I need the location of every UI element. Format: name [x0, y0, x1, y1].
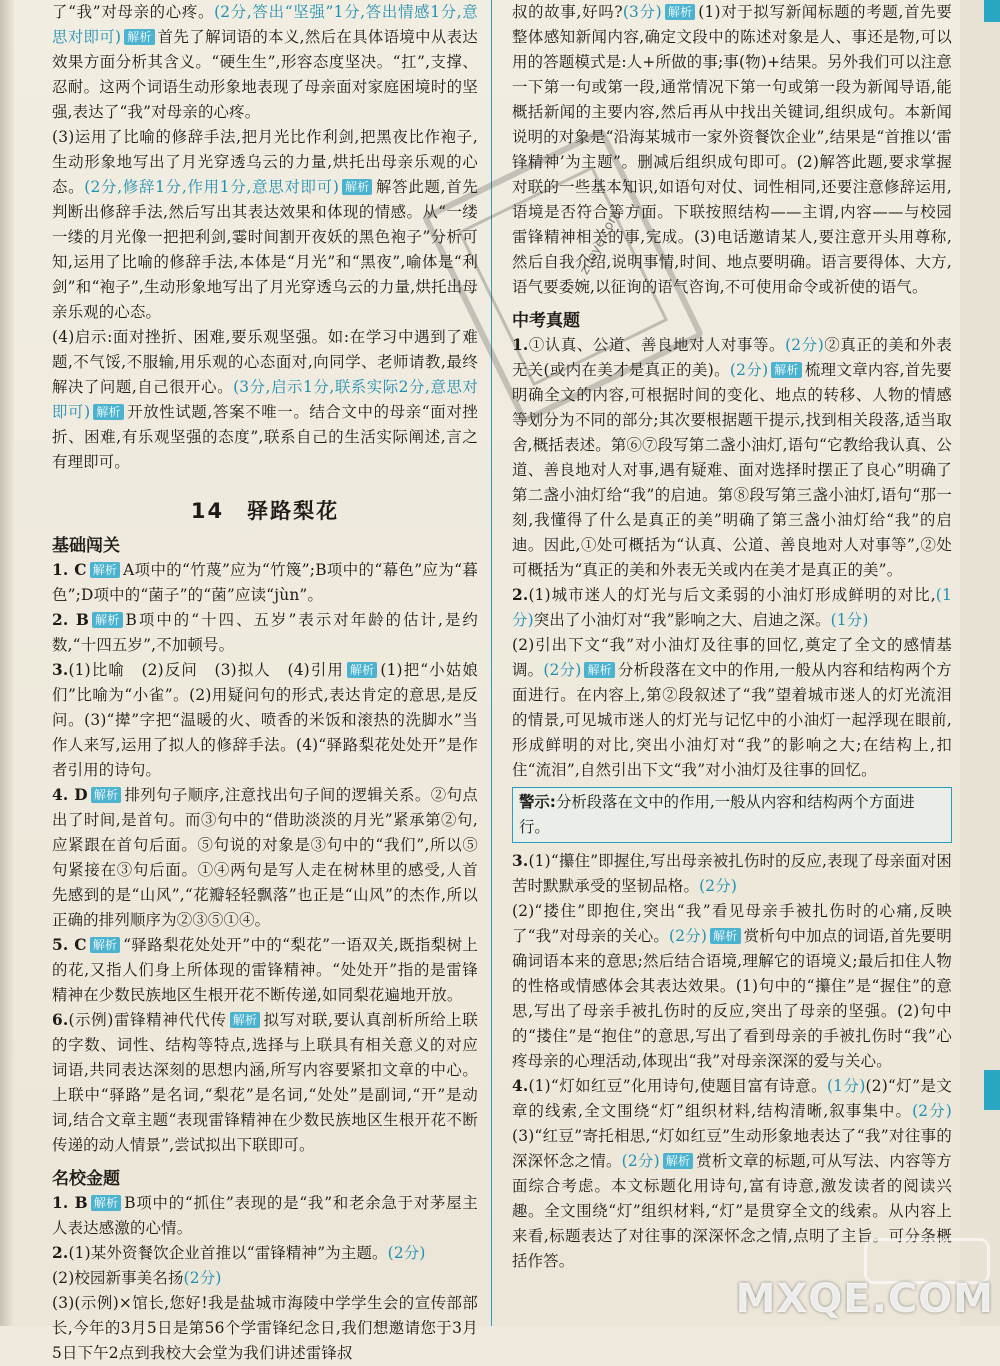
- score-note: (2分): [785, 336, 824, 354]
- question-answer: [52, 933, 478, 1008]
- analysis-tag: 解析: [584, 662, 614, 678]
- analysis-tag: 解析: [771, 362, 801, 378]
- question-answer: [52, 783, 478, 933]
- answer-number: 5. C: [52, 936, 87, 954]
- question-answer: [512, 849, 952, 899]
- question-answer: [52, 1191, 478, 1241]
- text-run: (1)“灯如红豆”化用诗句,使题目富有诗意。: [528, 1077, 827, 1095]
- score-note: (2分): [729, 361, 769, 379]
- warning-box: [512, 787, 952, 843]
- score-note: (2分): [669, 927, 708, 945]
- analysis-tag: 解析: [93, 404, 123, 420]
- text-run: (1)某外资餐饮企业首推以“雷锋精神”为主题。: [68, 1244, 388, 1262]
- text-run: (1)比喻 (2)反问 (3)拟人 (4)引用: [68, 661, 344, 679]
- question-answer: [512, 583, 952, 633]
- question-answer: [52, 608, 478, 658]
- text-run: B项中的“抓住”表现的是“我”和老余急于对茅屋主人表达感激的心情。: [52, 1194, 479, 1237]
- analysis-tag: 解析: [124, 29, 154, 45]
- answer-number: 2.: [52, 1244, 69, 1262]
- warning-text: 分析段落在文中的作用,一般从内容和结构两个方面进行。: [519, 793, 915, 836]
- text-run: (3)(示例)×馆长,您好!我是盐城市海陵中学学生会的宣传部部长,今年的3月5日是第56个学雷锋纪念日,我们想邀请您于3月5日下午2点到我校大会堂为我们讲述雷锋叔: [52, 1294, 478, 1362]
- score-note: (2分): [699, 877, 738, 895]
- text-run: ①认真、公道、善良地对人对事等。: [528, 336, 786, 354]
- text-run: “驿路梨花处处开”中的“梨花”一语双关,既指梨树上的花,又指人们身上所体现的雷锋精神。“处处开”指的是雷锋精神在少数民族地区生根开花不断传递,如同梨花遍地开放。: [52, 936, 478, 1004]
- text-run: 赏析文章的标题,可从写法、内容等方面综合考虑。本文标题化用诗句,富有诗意,激发读者的阅读兴趣。全文围绕“灯”组织材料,“灯”是贯穿全文的线索。从内容上来看,标题表达了对往事的深深怀念之情,点明了主旨。可分条概括作答。: [512, 1152, 952, 1270]
- text-run: (示例)雷锋精神代代传: [68, 1011, 227, 1029]
- analysis-tag: 解析: [91, 1195, 121, 1211]
- text-run: 分析段落在文中的作用,一般从内容和结构两个方面进行。在内容上,第②段叙述了“我”望着城市迷人的灯光流泪的情景,可见城市迷人的灯光与记忆中的小油灯一起浮现在眼前,形成鲜明的对比,突出小油灯对“我”的影响之大;在结构上,扣住“流泪”,自然引出下文“我”对小油灯及往事的回忆。: [512, 661, 952, 779]
- score-note: (1分): [830, 611, 869, 629]
- edge-tab-bottom: [984, 1070, 1000, 1110]
- analysis-tag: 解析: [665, 4, 695, 20]
- text-run: (3)“红豆”寄托相思,“灯如红豆”生动形象地表达了“我”对往事的深深怀念之情。: [512, 1127, 952, 1170]
- text-run: 叔的故事,好吗?: [512, 3, 623, 21]
- answer-number: 2.: [512, 586, 529, 604]
- question-answer: [512, 899, 952, 1074]
- question-answer: [52, 558, 478, 608]
- score-note: (2分,修辞1分,作用1分,意思对即可): [84, 178, 340, 196]
- text-run: (1)“攥住”即握住,写出母亲被扎伤时的反应,表现了母亲面对困苦时默默承受的坚韧品格。: [512, 852, 952, 895]
- section-heading: 名校金题: [52, 1169, 120, 1189]
- section-heading: 中考真题: [512, 311, 580, 331]
- answer-number: 3.: [52, 661, 69, 679]
- text-run: 拟写对联,要认真剖析所给上联的字数、词性、结构等特点,选择与上联具有相关意义的对应词语,共同表达深刻的思想内涵,所写内容要紧扣文章的中心。上联中“驿路”是名词,“梨花”是名词,“处处”是副词,“开”是动词,结合文章主题“表现雷锋精神在少数民族地区生根开花不断传递的动人情景”,尝试拟出下联即可。: [52, 1011, 478, 1154]
- answer-paragraph: [52, 325, 478, 475]
- text-run: 了“我”对母亲的心疼。: [52, 3, 215, 21]
- question-answer: [52, 1291, 478, 1366]
- text-run: (4)启示:面对挫折、困难,要乐观坚强。如:在学习中遇到了难题,不气馁,不服输,用乐观的心态面对,向同学、老师请教,最终解决了问题,自己很开心。: [52, 328, 478, 396]
- answer-number: 4.: [512, 1077, 529, 1095]
- answer-number: 3.: [512, 852, 529, 870]
- stamp-domain-text: zuoye.com: [577, 207, 624, 278]
- answer-paragraph: [52, 0, 478, 125]
- analysis-tag: 解析: [92, 612, 122, 628]
- score-note: (3分): [622, 3, 662, 21]
- score-note: (1分): [826, 1077, 866, 1095]
- section-heading: 基础闯关: [52, 536, 120, 556]
- text-run: (1)把“小姑娘们”比喻为“小雀”。(2)用疑问句的形式,表达肯定的意思,是反问。(3)“撵”字把“温暖的火、喷香的米饭和滚热的洗脚水”当作人来写,运用了拟人的修辞手法。(4)“驿路梨花处处开”是作者引用的诗句。: [52, 661, 478, 779]
- text-run: 开放性试题,答案不唯一。结合文中的母亲“面对挫折、困难,有乐观坚强的态度”,联系自己的生活实际阐述,言之有理即可。: [52, 403, 478, 471]
- text-run: (1)对于拟写新闻标题的考题,首先要整体感知新闻内容,确定文段中的陈述对象是人、事还是物,可以用的答题模式是:人+所做的事;事(物)+结果。另外我们可以注意一下第一句或第一段,通常情况下第一句或第一段为新闻导语,能概括新闻的主要内容,然后再从中找出关键词,组织成句。本新闻说明的对象是“沿海某城市一家外资餐饮企业”,结果是“首推以‘雷锋精神’为主题”。删减后组织成句即可。(2)解答此题,要求掌握对联的一些基本知识,如语句对仗、词性相同,还要注意修辞运用,语境是否符合等方面。下联按照结构——主谓,内容——与校园雷锋精神相关的事,完成。(3)电话邀请某人,要注意开头用尊称,然后自我介绍,说明事情,时间、地点要明确。语言要得体、大方,语气要委婉,以征询的语气咨询,不可使用命令或祈使的语气。: [512, 3, 953, 296]
- text-run: (2)校园新事美名扬: [52, 1269, 184, 1287]
- analysis-tag: 解析: [347, 662, 377, 678]
- text-run: A项中的“竹蔑”应为“竹篾”;B项中的“幕色”应为“暮色”;D项中的“菌子”的“菌”应读“jùn”。: [52, 561, 478, 604]
- text-run: 梳理文章内容,首先要明确全文的内容,可根据时间的变化、地点的转移、人物的情感等划分为不同的部分;其次要根据题干提示,找到相关段落,适当取舍,概括表述。第⑥⑦段写第二盏小油灯,语句“它教给我认真、公道、善良地对人对事,遇有疑难、面对选择时摆正了良心”明确了第二盏小油灯给“我”的启迪。第⑧段写第三盏小油灯,语句“那一刻,我懂得了什么是真正的美”明确了第三盏小油灯给“我”的启迪。因此,①处可概括为“认真、公道、善良地对人对事等”,②处可概括为“真正的美和外表无关或内在美才是真正的美”。: [512, 361, 952, 579]
- analysis-tag: 解析: [90, 562, 120, 578]
- text-run: 突出了小油灯对“我”影响之大、启迪之深。: [533, 611, 831, 629]
- answer-number: 1.: [512, 336, 529, 354]
- site-watermark: MXQE.COM: [735, 1276, 994, 1322]
- analysis-tag: 解析: [710, 928, 740, 944]
- text-run: 解答此题,首先判断出修辞手法,然后写出其表达效果和体现的情感。从“一缕一缕的月光像一把把利剑,霎时间割开夜妖的黑色袍子”分析可知,运用了比喻的修辞手法,本体是“月光”和“黑夜”,喻体是“利剑”和“袍子”,生动形象地写出了月光穿透乌云的力量,烘托出母亲乐观的心态。: [52, 178, 478, 321]
- text-run: (1)城市迷人的灯光与后文柔弱的小油灯形成鲜明的对比,: [528, 586, 936, 604]
- score-note: (3分,启示1分,联系实际2分,意思对即可): [52, 378, 479, 421]
- score-note: (2分,答出“坚强”1分,答出情感1分,意思对即可): [52, 3, 478, 46]
- answer-number: 1. B: [52, 1194, 88, 1212]
- text-run: (2)“搂住”即抱住,突出“我”看见母亲手被扎伤时的心痛,反映了“我”对母亲的关心。: [512, 902, 952, 945]
- question-answer: [52, 658, 478, 783]
- answer-paragraph: [52, 125, 478, 325]
- answer-number: 1. C: [52, 561, 87, 579]
- analysis-tag: 解析: [342, 179, 372, 195]
- analysis-tag: 解析: [663, 1153, 693, 1169]
- score-note: (2分): [183, 1269, 222, 1287]
- score-note: (2分): [387, 1244, 426, 1262]
- analysis-tag: 解析: [91, 787, 121, 803]
- text-run: 排列句子顺序,注意找出句子间的逻辑关系。②句点出了时间,是首句。而③句中的“借助淡淡的月光”紧承第②句,应紧跟在首句后面。⑤句说的对象是③句中的“我们”,所以⑤句紧接在③句后面。①④两句是写人走在树林里的感受,人首先感到的是“山风”,“花瓣轻轻飘落”也正是“山风”的杰作,所以正确的排列顺序为②③⑤①④。: [52, 786, 478, 929]
- answer-number: 4. D: [52, 786, 88, 804]
- text-run: 赏析句中加点的词语,首先要明确词语本来的意思;然后结合语境,理解它的语境义;最后扣住人物的性格或情感体会其表达效果。(1)句中的“攥住”是“握住”的意思,写出了母亲手被扎伤时的反应,突出了母亲的坚强。(2)句中的“搂住”是“抱住”的意思,写出了看到母亲的手被扎伤时“我”心疼母亲的心理活动,体现出“我”对母亲深深的爱与关心。: [512, 927, 952, 1070]
- binding-shadow: [0, 0, 14, 1326]
- text-run: 首先了解词语的本义,然后在具体语境中从表达效果方面分析其含义。“硬生生”,形容态度坚决。“扛”,支撑、忍耐。这两个词语生动形象地表现了母亲面对家庭困境时的坚强,表达了“我”对母亲的心疼。: [52, 28, 478, 121]
- question-answer: [52, 1266, 478, 1291]
- question-answer: [512, 633, 952, 783]
- score-note: (1分): [512, 586, 952, 629]
- answer-number: 6.: [52, 1011, 69, 1029]
- score-note: (2分): [621, 1152, 660, 1170]
- analysis-tag: 解析: [230, 1012, 260, 1028]
- edge-tab-top: [984, 0, 1000, 22]
- analysis-tag: 解析: [90, 937, 120, 953]
- chapter-title: 14 驿路梨花: [190, 499, 340, 523]
- text-run: ②真正的美和外表无关(或内在美才是真正的美)。: [512, 336, 952, 379]
- text-run: B项中的“十四、五岁”表示对年龄的估计,是约数,“十四五岁”,不加顿号。: [52, 611, 479, 654]
- warning-label: 警示:: [519, 793, 556, 811]
- question-answer: [52, 1241, 478, 1266]
- left-column: [52, 0, 479, 1362]
- answer-number: 2. B: [52, 611, 90, 629]
- text-run: (3)运用了比喻的修辞手法,把月光比作利剑,把黑夜比作袍子,生动形象地写出了月光穿透乌云的力量,烘托出母亲乐观的心态。: [52, 128, 478, 196]
- question-answer: [52, 1008, 478, 1158]
- text-run: (2)引出下文“我”对小油灯及往事的回忆,奠定了全文的感情基调。: [512, 636, 952, 679]
- score-note: (2分): [543, 661, 582, 679]
- score-note: (2分): [912, 1102, 952, 1120]
- text-run: (2)“灯”是文章的线索,全文围绕“灯”组织材料,结构清晰,叙事集中。: [512, 1077, 952, 1120]
- right-margin: [960, 0, 1000, 1326]
